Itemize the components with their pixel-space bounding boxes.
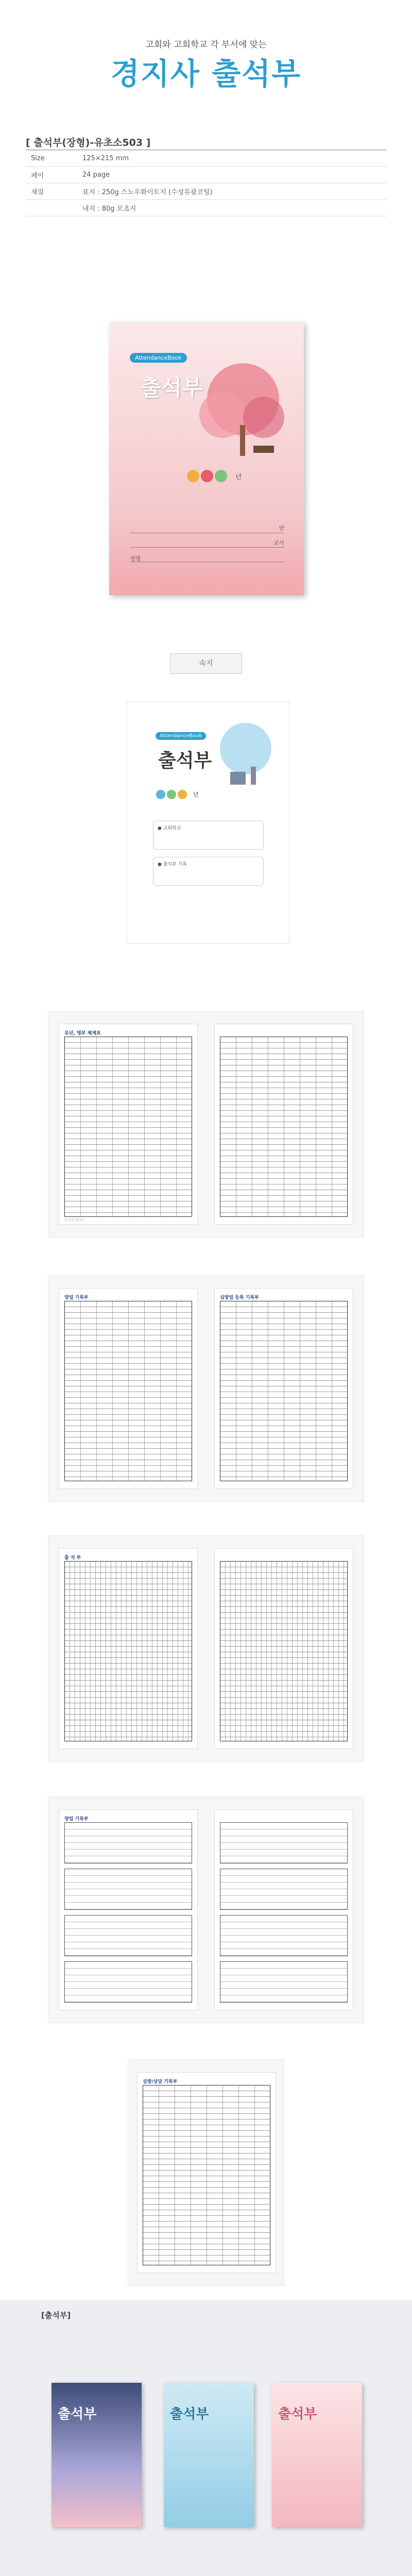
record-boxes — [64, 1822, 192, 2003]
attendance-grid — [64, 1561, 192, 1741]
table-grid — [220, 1301, 348, 1481]
spec-row-material-cover — [26, 183, 386, 200]
bench-shape — [253, 446, 274, 453]
catalog-label: [출석부] — [41, 2311, 71, 2320]
attendance-grid — [220, 1561, 348, 1741]
inner-box-2 — [153, 857, 264, 886]
record-box — [64, 1915, 192, 1956]
lamp-shape — [251, 767, 256, 785]
page-title-text: 유년, 명부 체계표 — [64, 1031, 101, 1036]
inner-page — [214, 1548, 353, 1749]
spec-value: 표지 : 250g 스노우화이트지 (수성유광코팅) — [82, 189, 213, 196]
inner-page — [59, 1288, 198, 1489]
table-grid — [143, 2085, 270, 2265]
spec-key: 페이 — [31, 172, 44, 180]
inner-cover-image — [127, 702, 289, 944]
page-spread — [48, 1535, 364, 1762]
record-box — [64, 1961, 192, 2003]
tree-canopy-shape — [243, 397, 284, 438]
page-spread — [48, 1011, 364, 1238]
cover-grade-suffix: 년 — [235, 473, 242, 481]
inner-badge: AttendanceBook — [156, 732, 206, 740]
cover-field-class-line — [130, 524, 284, 533]
catalog-book[interactable] — [52, 2383, 142, 2527]
inner-box-1-label: ● 교회학교 — [158, 826, 181, 831]
spec-row-material-inner — [26, 200, 386, 216]
book-title: 출석부 — [58, 2406, 97, 2422]
cover-badge: AttendanceBook — [130, 353, 187, 363]
grade-circle — [187, 470, 199, 482]
grade-circle — [215, 470, 227, 482]
inner-page — [59, 1548, 198, 1749]
inner-page — [214, 1024, 353, 1225]
record-box — [220, 1869, 348, 1910]
inner-page — [214, 1288, 353, 1489]
spec-row-pages — [26, 167, 386, 183]
watercolor-shape — [220, 723, 271, 774]
spec-row-size — [26, 150, 386, 167]
record-box — [220, 1822, 348, 1863]
book-title: 출석부 — [278, 2406, 317, 2422]
tree-canopy-shape — [199, 392, 246, 438]
table-grid — [64, 1037, 192, 1217]
tree-trunk-shape — [240, 425, 245, 456]
page-footer: 나·교회·경지사 — [64, 1218, 84, 1222]
record-box — [220, 1915, 348, 1956]
catalog-book[interactable] — [272, 2383, 362, 2527]
cover-image — [109, 322, 304, 595]
book-title: 출석부 — [170, 2406, 209, 2422]
spec-table — [26, 149, 386, 216]
spec-value: 125×215 mm — [82, 155, 129, 162]
record-box — [64, 1822, 192, 1863]
inner-title: 출석부 — [158, 750, 212, 771]
grade-circle — [201, 470, 213, 482]
cover-title: 출석부 — [140, 375, 203, 400]
inner-page — [59, 1024, 198, 1225]
grade-circle — [156, 790, 165, 799]
inner-grade-circles — [156, 789, 192, 800]
inner-page — [137, 2072, 276, 2273]
catalog-book[interactable] — [164, 2383, 254, 2527]
page-spread — [48, 1797, 364, 2023]
spec-value: 내지 : 80g 모조지 — [82, 205, 136, 213]
inner-illustration — [215, 718, 277, 795]
cover-field-name-line — [130, 553, 284, 562]
table-grid — [64, 1301, 192, 1481]
inner-box-2-label: ● 출석부 기록 — [158, 862, 187, 867]
header-tagline: 고회와 고회학교 각 부서에 맞는 — [145, 40, 267, 50]
cover-field-teacher: 교사 — [273, 539, 284, 546]
page-spread — [48, 1275, 364, 1502]
page-title: 경지사 출석부 — [110, 56, 302, 91]
tree-illustration — [186, 358, 295, 461]
spec-key: Size — [31, 155, 45, 162]
record-boxes — [220, 1822, 348, 2003]
page-title-text: 심방업 등록 기록부 — [220, 1295, 259, 1300]
page-spread — [128, 2059, 284, 2286]
inner-page — [214, 1809, 353, 2010]
record-box — [220, 1961, 348, 2003]
spec-heading: [ 출석부(장형)-유초소503 ] — [26, 137, 151, 148]
page-title-text: 심방/상담 기록부 — [143, 2079, 178, 2084]
page-title-text: 출 석 부 — [64, 1555, 81, 1561]
grade-circle — [167, 790, 176, 799]
cover-field-class: 반 — [279, 525, 284, 532]
cover-field-teacher-line — [130, 538, 284, 548]
grade-circles — [186, 469, 233, 483]
inner-box-1 — [153, 821, 264, 850]
inner-page — [59, 1809, 198, 2010]
cover-field-name: 성명 — [130, 555, 141, 562]
inner-section-label: 속지 — [170, 653, 242, 674]
spec-key: 재질 — [31, 189, 44, 196]
grade-circle — [178, 790, 187, 799]
spec-value: 24 page — [82, 171, 110, 179]
inner-grade-suffix: 년 — [193, 791, 199, 798]
page-title-text: 양업 기록부 — [64, 1817, 89, 1822]
chair-shape — [230, 772, 246, 785]
record-box — [64, 1869, 192, 1910]
page-title-text: 양업 기록부 — [64, 1295, 89, 1300]
table-grid — [220, 1037, 348, 1217]
